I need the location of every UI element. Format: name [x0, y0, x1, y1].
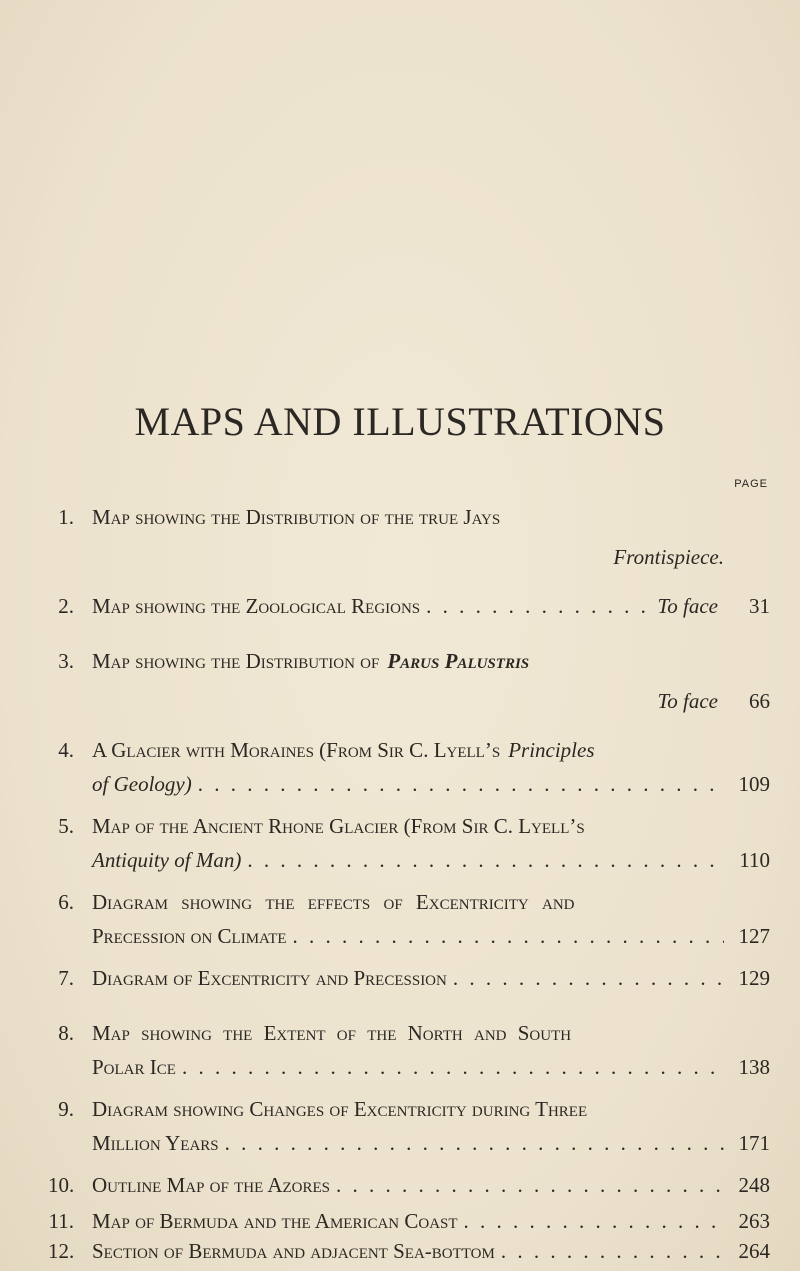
entry-number: 2.	[58, 594, 74, 618]
leader-dots	[453, 966, 724, 991]
page-number: 127	[738, 924, 770, 948]
page-number: 110	[739, 848, 770, 872]
entry-12	[48, 1239, 770, 1267]
entry-title: A Glacier with Moraines (From Sir C. Lyell’s	[92, 738, 501, 762]
entry-3	[48, 649, 770, 717]
leader-dots	[225, 1131, 724, 1156]
entry-number: 1.	[58, 505, 74, 529]
entry-continuation: Million Years	[92, 1131, 219, 1155]
entry-7	[48, 966, 770, 994]
entry-4	[48, 738, 770, 800]
page-number: 264	[738, 1239, 770, 1263]
page-number: 109	[738, 772, 770, 796]
entry-title: Section of Bermuda and adjacent Sea-bottom	[92, 1239, 495, 1263]
entry-title: Diagram of Excentricity and Precession	[92, 966, 447, 990]
entry-number: 6.	[58, 890, 74, 914]
entry-number: 3.	[58, 649, 74, 673]
leader-dots	[501, 1239, 724, 1264]
page-number: 171	[738, 1131, 770, 1155]
entry-number: 5.	[58, 814, 74, 838]
entry-1	[48, 505, 770, 573]
entry-title: Outline Map of the Azores	[92, 1173, 331, 1197]
entry-number: 11.	[48, 1209, 74, 1233]
entry-continuation: Polar Ice	[92, 1055, 176, 1079]
leader-dots	[247, 848, 724, 873]
entry-6	[48, 890, 770, 952]
entry-number: 7.	[58, 966, 74, 990]
entry-8	[48, 1021, 770, 1083]
entry-suffix: To face	[657, 689, 718, 713]
entry-suffix: Frontispiece.	[613, 545, 724, 569]
work-title: Principles	[508, 738, 595, 762]
leader-dots	[426, 594, 651, 619]
page-number: 129	[738, 966, 770, 990]
entry-10	[48, 1173, 770, 1201]
entry-title: Map of the Ancient Rhone Glacier (From Sir C. Lyell’s	[92, 814, 585, 838]
entry-9	[48, 1097, 770, 1159]
entry-number: 4.	[58, 738, 74, 762]
page-number: 263	[738, 1209, 770, 1233]
entry-number: 10.	[48, 1173, 75, 1197]
leader-dots	[198, 772, 724, 797]
entry-title: Map showing the Extent of the North and South	[92, 1021, 572, 1045]
page-number: 31	[749, 594, 770, 618]
leader-dots	[182, 1055, 724, 1080]
entry-title: Diagram showing Changes of Excentricity during Three	[92, 1097, 588, 1121]
entry-title: Map showing the Distribution of the true Jays	[92, 505, 501, 529]
page-number: 66	[749, 689, 770, 713]
entry-5	[48, 814, 770, 876]
page-number: 138	[738, 1055, 770, 1079]
page-number: 248	[738, 1173, 770, 1197]
entry-suffix: To face	[657, 594, 718, 618]
entry-number: 8.	[58, 1021, 74, 1045]
species-name: Parus Palustris	[387, 649, 530, 673]
page-column-label: PAGE	[734, 478, 768, 490]
leader-dots	[336, 1173, 724, 1198]
page-title: MAPS AND ILLUSTRATIONS	[134, 399, 666, 444]
leader-dots	[293, 924, 724, 949]
entry-number: 12.	[48, 1239, 75, 1263]
entry-title: Map of Bermuda and the American Coast	[92, 1209, 458, 1233]
entry-2	[48, 594, 770, 622]
entry-continuation: Precession on Climate	[92, 924, 287, 948]
entry-title: Diagram showing the effects of Excentricity and	[92, 890, 575, 914]
entry-title: Map showing the Zoological Regions	[92, 594, 421, 618]
entry-number: 9.	[58, 1097, 74, 1121]
entry-continuation: of Geology)	[92, 772, 192, 796]
entry-11	[48, 1209, 770, 1237]
leader-dots	[464, 1209, 724, 1234]
entry-continuation: Antiquity of Man)	[92, 848, 242, 872]
entry-title: Map showing the Distribution of	[92, 649, 380, 673]
